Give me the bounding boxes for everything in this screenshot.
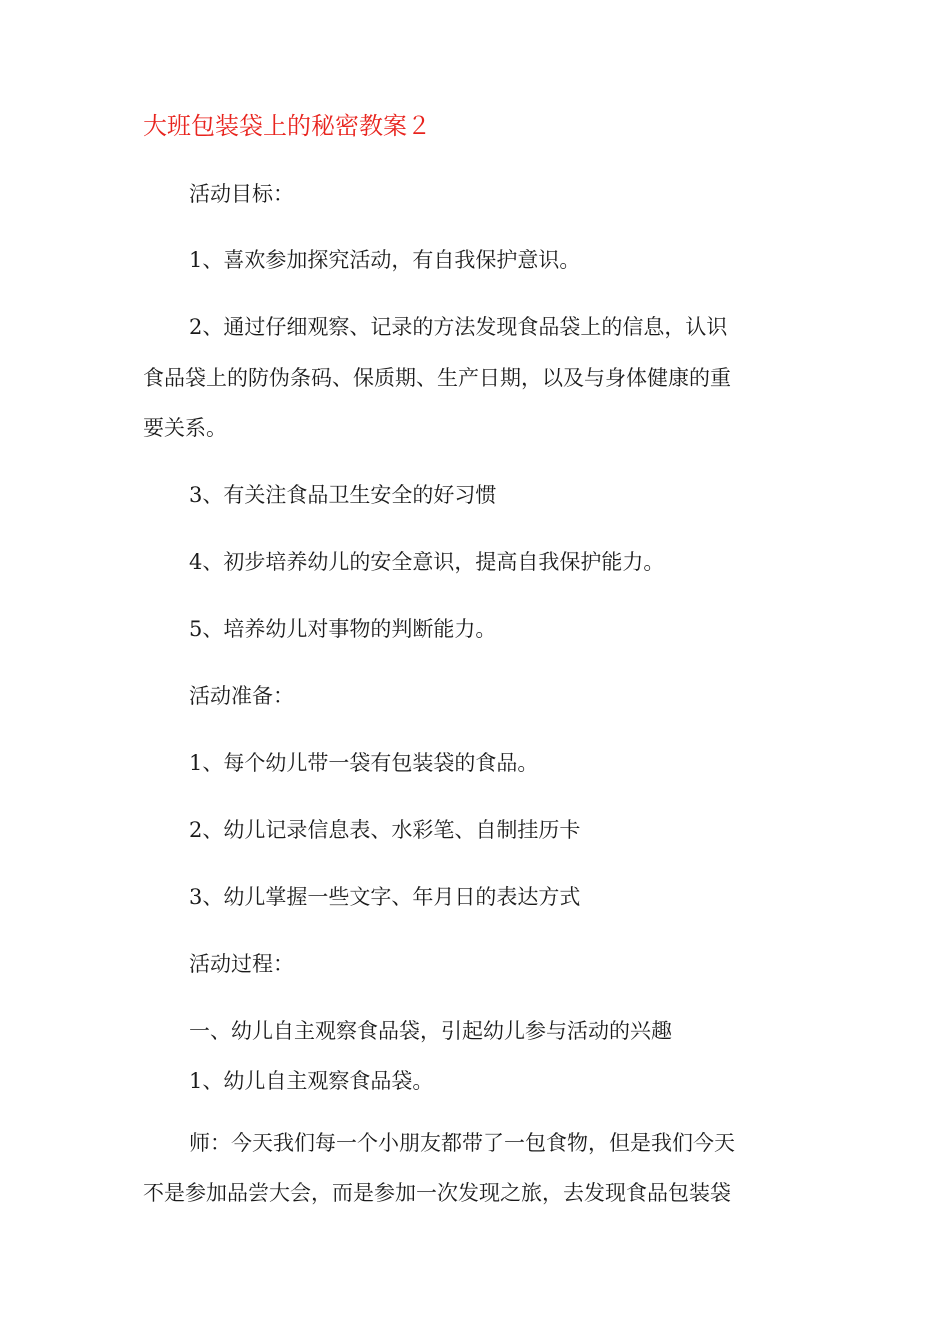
preparation-item-1: 1、每个幼儿带一袋有包装袋的食品。 (189, 751, 539, 775)
preparation-item-2: 2、幼儿记录信息表、水彩笔、自制挂历卡 (189, 818, 581, 842)
section-heading-preparation: 活动准备： (189, 684, 294, 708)
goal-item-1: 1、喜欢参加探究活动，有自我保护意识。 (189, 248, 581, 272)
goal-item-3: 3、有关注食品卫生安全的好习惯 (189, 483, 497, 507)
document-title: 大班包装袋上的秘密教案２ (143, 112, 431, 140)
teacher-speech-line-2: 不是参加品尝大会，而是参加一次发现之旅，去发现食品包装袋 (143, 1181, 731, 1205)
section-heading-goals: 活动目标： (189, 182, 294, 206)
goal-item-4: 4、初步培养幼儿的安全意识，提高自我保护能力。 (189, 550, 665, 574)
preparation-item-3: 3、幼儿掌握一些文字、年月日的表达方式 (189, 885, 581, 909)
goal-item-2-line-2: 食品袋上的防伪条码、保质期、生产日期，以及与身体健康的重 (143, 366, 731, 390)
process-step-1-heading: 一、幼儿自主观察食品袋，引起幼儿参与活动的兴趣 (189, 1019, 672, 1043)
goal-item-2-line-1: 2、通过仔细观察、记录的方法发现食品袋上的信息，认识 (189, 315, 728, 339)
goal-item-2-line-3: 要关系。 (143, 416, 227, 440)
teacher-speech-line-1: 师：今天我们每一个小朋友都带了一包食物，但是我们今天 (189, 1131, 735, 1155)
goal-item-5: 5、培养幼儿对事物的判断能力。 (189, 617, 497, 641)
process-step-1-item-1: 1、幼儿自主观察食品袋。 (189, 1069, 434, 1093)
section-heading-process: 活动过程： (189, 952, 294, 976)
